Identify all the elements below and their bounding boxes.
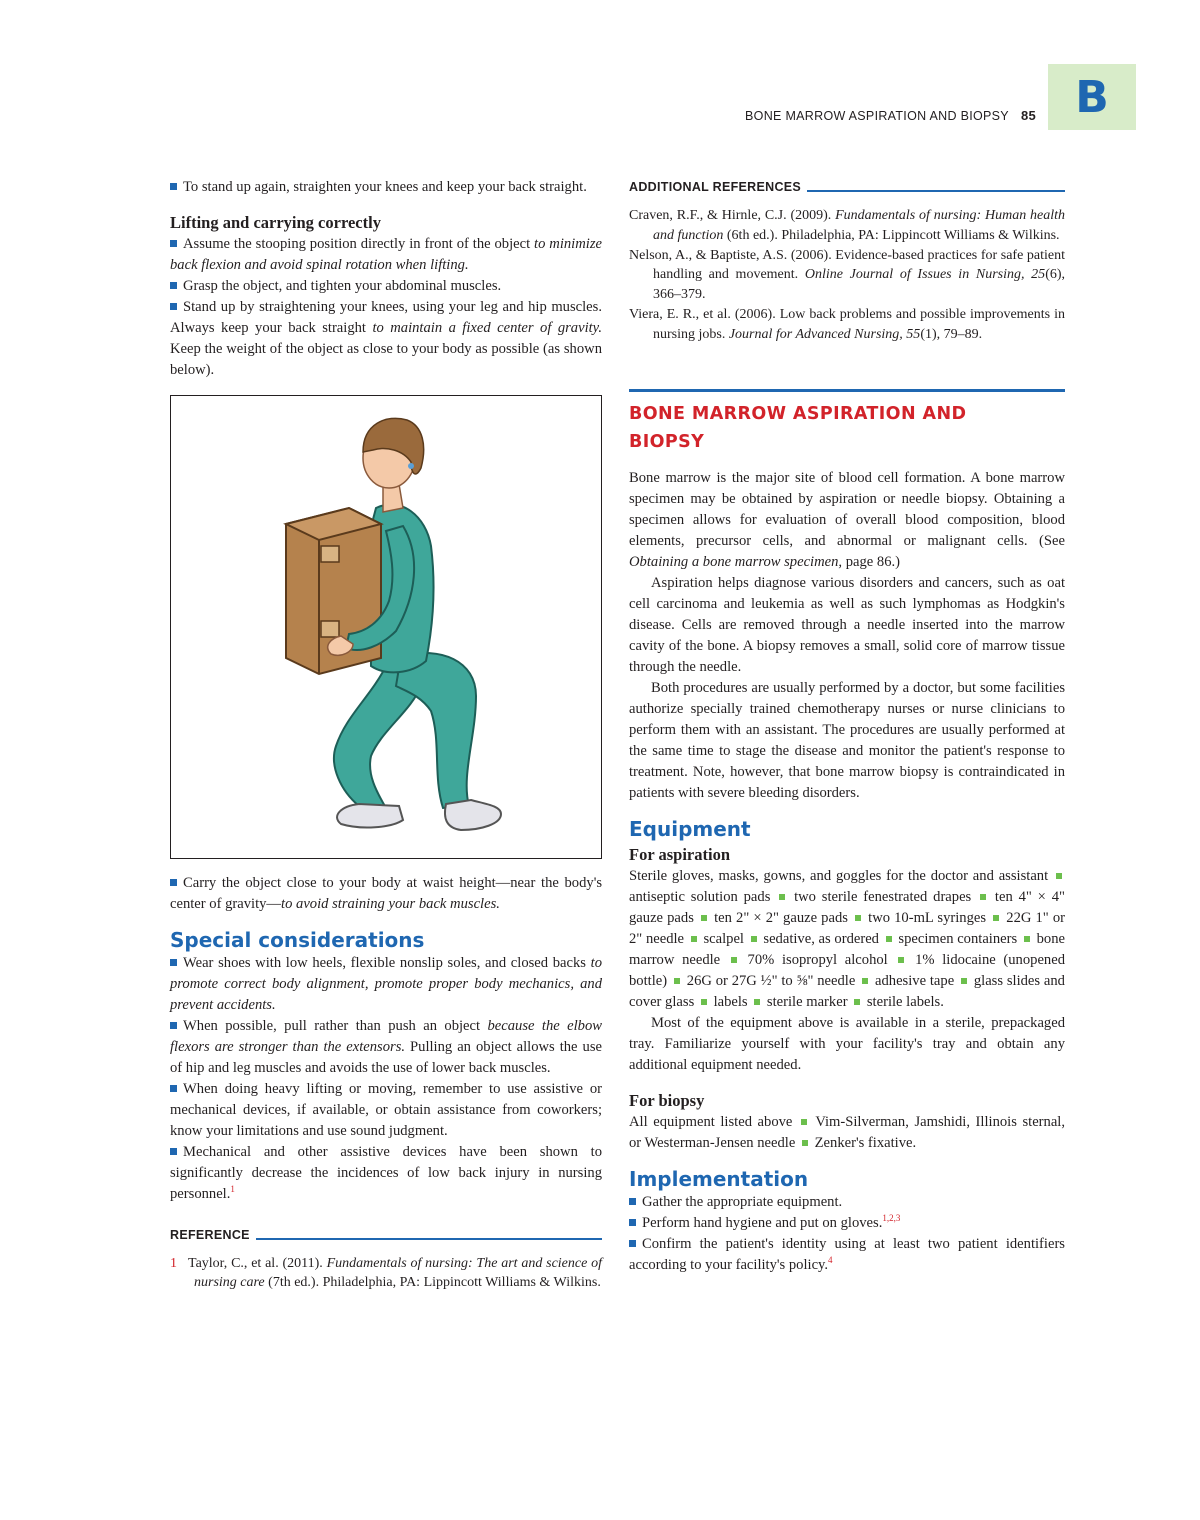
body-text	[629, 468, 1065, 804]
inline-bullet-icon	[674, 978, 680, 984]
inline-bullet-icon	[731, 957, 737, 963]
list-item: Wear shoes with low heels, flexible nonslip soles, and closed backs to promote correct body alignment, promote proper body mechanics, and prevent accidents.	[170, 955, 602, 1013]
bullet-square-icon	[629, 1198, 636, 1205]
running-head	[640, 108, 1036, 123]
section-divider	[629, 389, 1065, 392]
equipment-item: antiseptic solution pads	[629, 888, 771, 905]
bullet-square-icon	[629, 1240, 636, 1247]
list-item: When doing heavy lifting or moving, remember to use assistive or mechanical devices, if available, or obtain assistance from coworkers; know your limitations and use sound judgment.	[170, 1081, 602, 1139]
equipment-item: 26G or 27G ½" to ⅝" needle	[686, 972, 856, 989]
inline-bullet-icon	[862, 978, 868, 984]
inline-bullet-icon	[898, 957, 904, 963]
page-number: 85	[1020, 108, 1036, 123]
equipment-item: scalpel	[703, 930, 744, 947]
inline-bullet-icon	[801, 1119, 807, 1125]
equipment-item: sterile labels.	[866, 993, 944, 1010]
citation-sup: 1	[230, 1184, 235, 1195]
reference-entry: Viera, E. R., et al. (2006). Low back problems and possible improvements in nursing jobs. Journal for Advanced Nursing, 55(1), 79–89.	[629, 306, 1065, 342]
bullet-square-icon	[170, 183, 177, 190]
main-title: BONE MARROW ASPIRATION AND BIOPSY	[629, 403, 967, 452]
paragraph: Aspiration helps diagnose various disorders and cancers, such as oat cell carcinoma and leukemia as well as such lymphomas as Hodgkin's disease. Cells are removed through a needle inserted into the marrow cavity of the bone. A biopsy removes a small, solid core of marrow tissue through the needle.	[629, 574, 1065, 675]
additional-references-heading: ADDITIONAL REFERENCES	[629, 177, 1065, 198]
bullet-square-icon	[170, 1148, 177, 1155]
equipment-item: specimen containers	[898, 930, 1018, 947]
inline-bullet-icon	[1056, 873, 1062, 879]
reference-entry: Craven, R.F., & Hirnle, C.J. (2009). Fundamentals of nursing: Human health and function (6th ed.). Philadelphia, PA: Lippincott Williams & Wilkins.	[629, 208, 1066, 243]
equipment-item: labels	[713, 993, 748, 1010]
inline-bullet-icon	[993, 915, 999, 921]
bullet-square-icon	[170, 303, 177, 310]
citation-sup: 4	[828, 1254, 833, 1265]
equipment-item: 22G 1" or 2" needle	[629, 909, 1066, 947]
aspiration-equipment-list	[629, 866, 1065, 1013]
biopsy-equipment-list	[629, 1112, 1065, 1154]
inline-bullet-icon	[961, 978, 967, 984]
equipment-item: ten 2" × 2" gauze pads	[714, 909, 848, 926]
equipment-item: adhesive tape	[875, 972, 955, 989]
heading-rule	[256, 1238, 602, 1240]
inline-bullet-icon	[855, 915, 861, 921]
reference-entry: 1 Taylor, C., et al. (2011). Fundamentals of nursing: The art and science of nursing care (7th ed.). Philadelphia, PA: Lippincott Williams & Wilkins.	[170, 1256, 602, 1290]
paragraph: Most of the equipment above is available in a sterile, prepackaged tray. Familiarize yourself with your facility's tray and obtain any additional equipment needed.	[629, 1014, 1065, 1073]
nurse-lifting-box-icon	[171, 396, 601, 858]
bullet-square-icon	[170, 282, 177, 289]
section-tab: B	[1048, 64, 1136, 130]
equipment-item: Sterile gloves, masks, gowns, and goggles for the doctor and assistant	[629, 867, 1049, 884]
inline-bullet-icon	[701, 999, 707, 1005]
list-item: To stand up again, straighten your knees and keep your back straight.	[170, 177, 602, 198]
equipment-item: All equipment listed above	[629, 1113, 793, 1130]
inline-bullet-icon	[691, 936, 697, 942]
running-title: BONE MARROW ASPIRATION AND BIOPSY	[745, 109, 1009, 123]
inline-bullet-icon	[754, 999, 760, 1005]
equipment-item: sterile marker	[766, 993, 848, 1010]
bullet-square-icon	[170, 1085, 177, 1092]
inline-bullet-icon	[701, 915, 707, 921]
right-column	[629, 177, 1065, 1276]
equipment-item: bone marrow needle	[629, 930, 1065, 968]
list-item: Perform hand hygiene and put on gloves.$^{1,2,3}$	[629, 1213, 1065, 1234]
citation-sup: 1,2,3	[882, 1212, 901, 1223]
subheading-for-aspiration: For aspiration	[629, 844, 730, 864]
bullet-square-icon	[629, 1219, 636, 1226]
reference-heading: REFERENCE	[170, 1225, 602, 1246]
bullet-square-icon	[170, 1022, 177, 1029]
inline-bullet-icon	[1024, 936, 1030, 942]
additional-references-list	[629, 206, 1065, 345]
paragraph: Bone marrow is the major site of blood cell formation. A bone marrow specimen may be obtained by aspiration or needle biopsy. Obtaining a specimen allows for evaluation of overall blood composition, blood elements, precursor cells, and abnormal or malignant cells. (See Obtaining a bone marrow specimen, page 86.)	[629, 469, 1065, 570]
subheading-lifting: Lifting and carrying correctly	[170, 213, 381, 232]
list-item: Stand up by straightening your knees, using your leg and hip muscles. Always keep your back straight to maintain a fixed center of gravity. Keep the weight of the object as close to your body as possible (as shown below).	[170, 299, 602, 378]
equipment-item: two 10-mL syringes	[868, 909, 987, 926]
list-item: Mechanical and other assistive devices have been shown to significantly decrease the incidences of low back injury in nursing personnel.$^1$	[170, 1144, 602, 1202]
inline-bullet-icon	[980, 894, 986, 900]
heading-implementation: Implementation	[629, 1166, 809, 1191]
inline-bullet-icon	[886, 936, 892, 942]
list-item: Confirm the patient's identity using at least two patient identifiers according to your facility's policy.$^4$	[629, 1235, 1065, 1273]
equipment-item: 70% isopropyl alcohol	[747, 951, 888, 968]
equipment-item: sedative, as ordered	[763, 930, 879, 947]
list-item: Carry the object close to your body at waist height—near the body's center of gravity—to avoid straining your back muscles.	[170, 875, 602, 912]
bullet-square-icon	[170, 879, 177, 886]
heading-equipment: Equipment	[629, 816, 751, 841]
reference-entry: Nelson, A., & Baptiste, A.S. (2006). Evidence-based practices for safe patient handling and movement. Online Journal of Issues in Nursing, 25(6), 366–379.	[629, 247, 1066, 303]
bullet-square-icon	[170, 959, 177, 966]
inline-bullet-icon	[854, 999, 860, 1005]
list-item: Gather the appropriate equipment.	[629, 1192, 1065, 1213]
equipment-item: ten 4" × 4" gauze pads	[629, 888, 1065, 926]
list-item: When possible, pull rather than push an object because the elbow flexors are stronger than the extensors. Pulling an object allows the use of hip and leg muscles and avoids the use of lower back muscles.	[170, 1018, 602, 1076]
equipment-item: two sterile fenestrated drapes	[794, 888, 972, 905]
equipment-item: Zenker's fixative.	[814, 1134, 917, 1151]
left-column	[170, 177, 602, 1292]
lifting-illustration	[170, 395, 602, 859]
list-item: Grasp the object, and tighten your abdominal muscles.	[170, 276, 602, 297]
heading-rule	[807, 190, 1065, 192]
equipment-item: 1% lidocaine (unopened bottle)	[629, 951, 1066, 989]
inline-bullet-icon	[751, 936, 757, 942]
subheading-for-biopsy: For biopsy	[629, 1090, 705, 1110]
equipment-item: glass slides and cover glass	[629, 972, 1065, 1010]
list-item: Assume the stooping position directly in front of the object to minimize back flexion and avoid spinal rotation when lifting.	[170, 236, 602, 273]
equipment-item: Vim-Silverman, Jamshidi, Illinois sternal, or Westerman-Jensen needle	[629, 1113, 1066, 1151]
inline-bullet-icon	[802, 1140, 808, 1146]
heading-special-considerations: Special considerations	[170, 928, 425, 952]
inline-bullet-icon	[779, 894, 785, 900]
bullet-square-icon	[170, 240, 177, 247]
paragraph: Both procedures are usually performed by a doctor, but some facilities authorize specially trained chemotherapy nurses or nurse clinicians to perform them with an assistant. The procedures are usually performed at the same time to stage the disease and monitor the patient's response to treatment. Note, however, that bone marrow biopsy is contraindicated in patients with severe bleeding disorders.	[629, 679, 1065, 801]
